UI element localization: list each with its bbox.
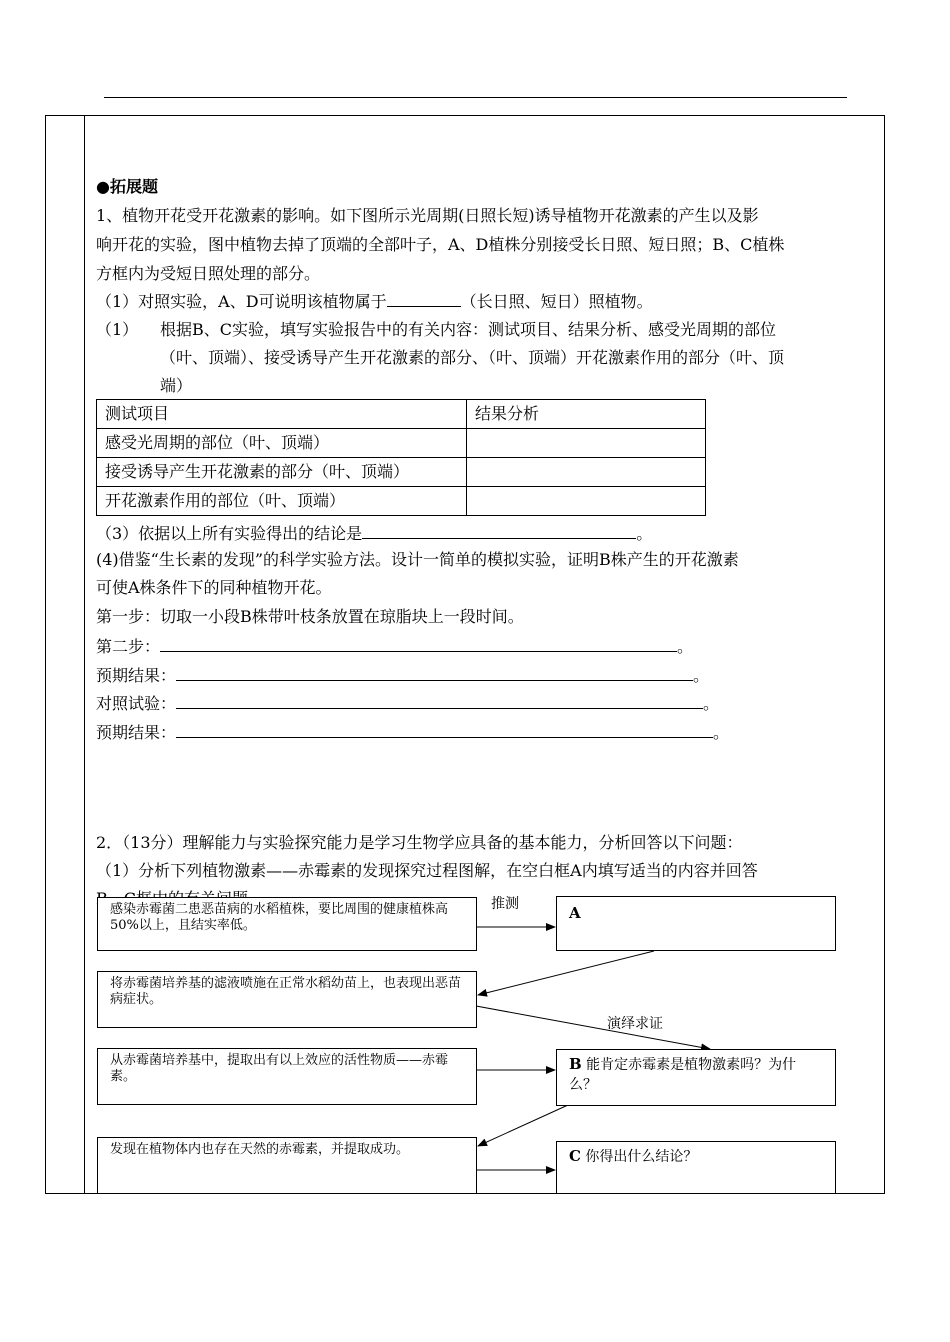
q1-expect2-label: 预期结果： <box>96 723 177 742</box>
diagram-box-B[interactable] <box>556 1049 836 1106</box>
arrow-A-to-box2 <box>478 951 654 995</box>
section-title: ●拓展题 <box>96 177 158 196</box>
diagram-box-C[interactable] <box>556 1141 836 1194</box>
arrow-label-deduce: 演绎求证 <box>607 1016 663 1032</box>
table-cell-item: 感受光周期的部位（叶、顶端） <box>97 429 467 458</box>
q1-part2-line-2: （叶、顶端）、接受诱导产生开花激素的部分、（叶、顶端）开花激素作用的部分（叶、顶 <box>160 348 785 367</box>
q1-part3-prefix: （3）依据以上所有实验得出的结论是 <box>96 524 363 543</box>
q1-intro-line-2: 响开花的实验，图中植物去掉了顶端的全部叶子，A、D植株分别接受长日照、短日照；B、C植株 <box>96 235 785 254</box>
table-cell-item: 开花激素作用的部位（叶、顶端） <box>97 487 467 516</box>
diagram-box-3 <box>97 1048 477 1105</box>
diagram-box-A[interactable] <box>556 896 836 951</box>
diagram-box-4-text: 发现在植物体内也存在天然的赤霉素，并提取成功。 <box>110 1142 410 1157</box>
diagram-box-1 <box>97 897 477 951</box>
arrow-box2-to-B <box>476 1006 710 1049</box>
q1-control-period: 。 <box>703 694 720 713</box>
diagram-box-C-text: 你得出什么结论？ <box>585 1149 698 1165</box>
table-cell-item: 接受诱导产生开花激素的部分（叶、顶端） <box>97 458 467 487</box>
q1-step2-label: 第二步： <box>96 637 161 656</box>
diagram-box-A-label: A <box>569 904 581 922</box>
q1-intro-line-3: 方框内为受短日照处理的部分。 <box>96 264 321 283</box>
q1-part3-suffix: 。 <box>636 524 653 543</box>
q1-part2-number: （1） <box>96 320 139 339</box>
q1-part1-suffix: （长日照、短日）照植物。 <box>460 292 653 311</box>
q1-part2-line-1: 根据B、C实验，填写实验报告中的有关内容：测试项目、结果分析、感受光周期的部位 <box>160 320 777 339</box>
diagram-box-1-text: 感染赤霉菌二患恶苗病的水稻植株，要比周围的健康植株高50%以上，且结实率低。 <box>110 902 449 933</box>
diagram-box-2-text: 将赤霉菌培养基的滤液喷施在正常水稻幼苗上，也表现出恶苗病症状。 <box>110 976 462 1007</box>
diagram-box-3-text: 从赤霉菌培养基中，提取出有以上效应的活性物质——赤霉素。 <box>110 1053 449 1084</box>
q1-part4-line-2: 可使A株条件下的同种植物开花。 <box>96 578 332 597</box>
arrow-label-infer: 推测 <box>491 896 519 912</box>
diagram-box-B-text: 能肯定赤霉素是植物激素吗？为什么？ <box>569 1057 797 1093</box>
q1-part4-line-1: (4)借鉴“生长素的发现”的科学实验方法。设计一简单的模拟实验，证明B株产生的开花激素 <box>96 550 739 569</box>
table-header-result: 结果分析 <box>467 400 706 429</box>
q1-step2-period: 。 <box>677 637 694 656</box>
q1-expect1-period: 。 <box>693 666 710 685</box>
q2-title: 2．（13分）理解能力与实验探究能力是学习生物学应具备的基本能力，分析回答以下问题： <box>96 833 743 852</box>
q1-intro-line-1: 1、植物开花受开花激素的影响。如下图所示光周期(日照长短)诱导植物开花激素的产生以及影 <box>96 206 759 225</box>
q1-expect2-period: 。 <box>713 723 730 742</box>
diagram-box-2 <box>97 971 477 1028</box>
diagram-box-C-label: C <box>569 1147 581 1165</box>
q1-expect1-label: 预期结果： <box>96 666 177 685</box>
q2-sub1: （1）分析下列植物激素——赤霉素的发现探究过程图解，在空白框A内填写适当的内容并回答 <box>96 861 758 880</box>
q1-step1: 第一步：切取一小段B株带叶枝条放置在琼脂块上一段时间。 <box>96 607 524 626</box>
arrow-B-to-box4 <box>478 1105 568 1146</box>
diagram-box-4 <box>97 1137 477 1194</box>
diagram-box-B-label: B <box>569 1055 582 1073</box>
q1-part2-line-3: 端） <box>160 376 193 395</box>
table-header-test-item: 测试项目 <box>97 400 467 429</box>
q1-control-label: 对照试验： <box>96 694 177 713</box>
q1-part1-prefix: （1）对照实验，A、D可说明该植物属于 <box>96 292 387 311</box>
